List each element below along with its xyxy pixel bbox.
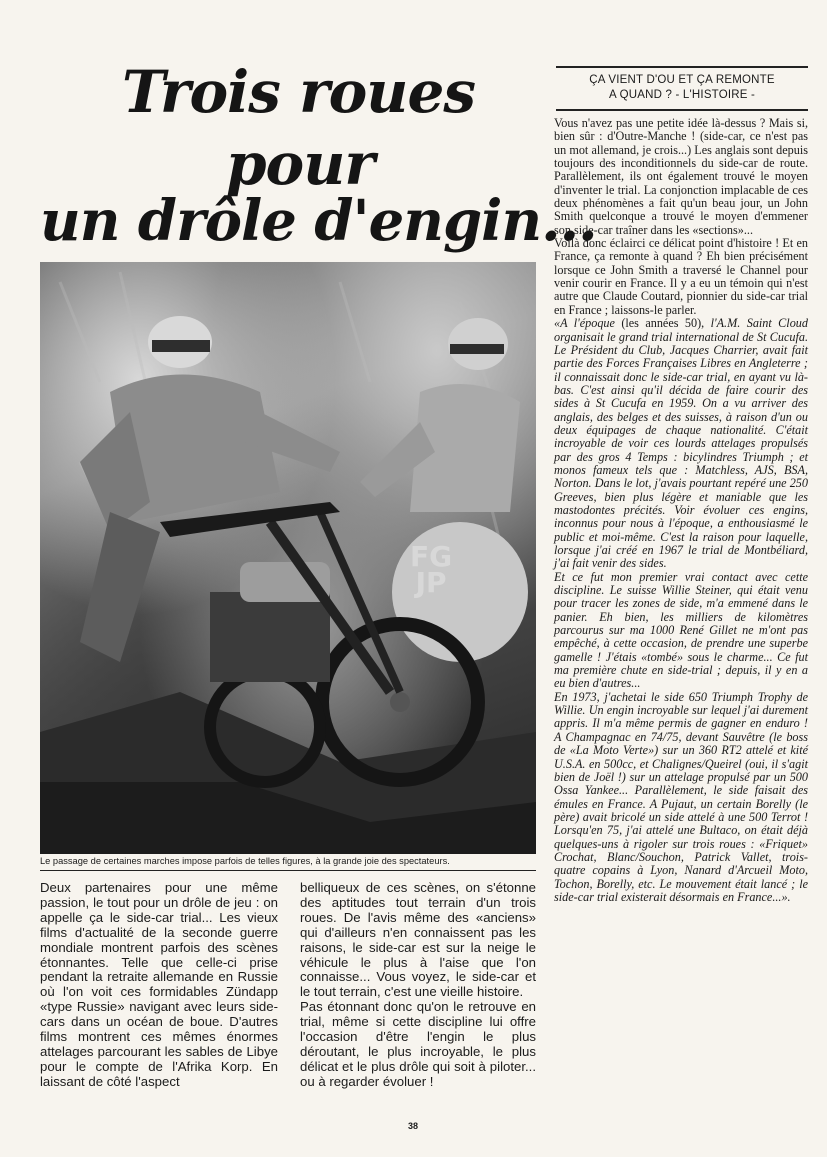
photo-watermark — [410, 540, 453, 599]
quote-parenthetical: (les années 50), — [614, 316, 711, 331]
right-column-paragraph-3 — [554, 317, 808, 571]
quote-body: l'A.M. Saint Cloud organisait le grand trial international de St Cucufa. Le Président du Club, Jacques Charrier, avait fait partie des Forces Françaises Libres en Angleterre ; il connaissait donc le side-car trial, en ayant vu là-bas. C'est ainsi qu'il décida de faire courir des sides à St Cucufa en 1959. On a vu arriver des anglais, des belges et des suisses, à raison d'un ou deux équipages de chaque nationalité. C'était incroyable de voir ces lourds attelages propulsés par des gros 4 Temps : bicylindres Triumph ; et monos fameux tels que : Matchless, AJS, BSA, Norton. Dans le lot, j'avais pourtant repéré une 250 Greeves, bien plus légère et maniable que les mastodontes précités. Voir évoluer ces engins, inconnus pour nous à l'époque, a enthousiasmé le public et moi-même. C'est la raison pour laquelle, lorsque j'ai créé en 1967 le trial de Montbéliard, j'ai fait venir des sides. — [554, 316, 808, 571]
sidebar-heading — [556, 66, 808, 111]
quote-open: «A l'époque — [554, 316, 615, 331]
middle-column-paragraph-1: belliqueux de ces scènes, on s'étonne des aptitudes tout terrain d'un trois roues. De l'avis même des «anciens» qui d'ailleurs n'en connaissent pas les raisons, le side-car est sur la neige le véhicule le plus à l'aise que l'on connaisse... Vous voyez, le side-car et le tout terrain, c'est une vieille histoire. — [300, 880, 536, 1000]
right-column-paragraph-2: Voilà donc éclairci ce délicat point d'histoire ! Et en France, ça remonte à quand ? Eh bien précisément lorsque ce John Smith a traversé le Channel pour venir courir en France. Il y a eu un témoin qui n'est autre que Claude Coutard, pionnier du side-car trial en France ; laissons-le parler. — [554, 236, 808, 317]
middle-column-paragraph-2: Pas étonnant donc qu'on le retrouve en trial, même si cette discipline lui offre l'occasion d'être l'engin le plus déroutant, le plus incroyable, le plus délicat et le plus drôle qui soit à piloter... ou à regarder évoluer ! — [300, 999, 536, 1089]
right-column-paragraph-5: En 1973, j'achetai le side 650 Triumph Trophy de Willie. Un engin incroyable sur lequel j'ai durement appris. Il m'a même permis de gagner en enduro ! A Champagnac en 74/75, devant Sauvêtre (le boss de «La Moto Verte») sur un 360 RT2 attelé et kité U.S.A. en 500cc, et Chalignes/Queirel (oui, il s'agit bien de Joël !) sur un attelage propulsé par un 500 Ossa Yankee... Parallèlement, le side faisait des émules en France. A Pujaut, un certain Borelly (le père) avait bricolé un side attelé à une 500 Terrot ! Lorsqu'en 75, j'ai attelé une Bultaco, on était déjà quelques-uns à rigoler sur trois roues : «Friquet» Crochat, Blanc/Souchon, Patrick Vallet, trois-quatre copains à Lyon, Nanard d'Arcueil Moto, Tochon, Borelly, etc. Le mouvement était lancé ; le side-car trial existerait désormais en France...». — [554, 689, 808, 904]
photo-caption: Le passage de certaines marches impose parfois de telles figures, à la grande joie des spectateurs. — [40, 856, 536, 871]
sidecar-trial-photo — [40, 262, 536, 854]
sidebar-heading-line-1: ÇA VIENT D'OU ET ÇA REMONTE — [589, 74, 775, 86]
body-column-right — [554, 117, 808, 904]
right-column-paragraph-1: Vous n'avez pas une petite idée là-dessus ? Mais si, bien sûr : d'Outre-Manche ! (side-car, ce n'est pas un mot allemand, je crois...) Les anglais sont depuis toujours des inconditionnels du side-car de route. Parallèlement, ils ont également trouvé le moyen d'inventer le trial. La conjonction implacable de ces deux phénomènes a fait qu'un beau jour, un John Smith quelconque a trouvé le moyen d'emmener son side-car traîner dans les «sections»... — [554, 116, 808, 237]
body-column-left — [40, 881, 278, 1090]
watermark-line-2: JP — [415, 566, 447, 599]
headline-line-3: un drôle d'engin... — [40, 188, 597, 254]
page-number: 38 — [408, 1121, 419, 1131]
right-column-paragraph-4: Et ce fut mon premier vrai contact avec cette discipline. Le suisse Willie Steiner, qui était venu pour tracer les zones de side, m'a emmené dans le panier. Eh bien, les milliers de kilomètres parcourus sur ma 1000 René Gillet ne m'ont pas empêché, à cette occasion, de prendre une superbe gamelle ! J'étais «tombé» sous le charme... Ce fut ma première chute en side-trial ; depuis, il y en a eu bien d'autres... — [554, 569, 808, 691]
watermark-line-1: FG — [410, 540, 453, 573]
body-column-middle — [300, 881, 536, 1090]
photo-illustration — [40, 262, 536, 854]
left-column-text: Deux partenaires pour une même passion, le tout pour un drôle de jeu : on appelle ça le side-car trial... Les vieux films d'actualité de la seconde guerre mondiale montrent parfois des scènes étonnantes. Telle que celle-ci prise pendant la retraite allemande en Russie où l'on voit ces formidables Zündapp «type Russie» navigant avec leurs side-cars dans un océan de boue. D'autres films montrent ces mêmes énormes attelages parcourant les sables de Libye pour le compte de l'Afrika Korp. En laissant de côté l'aspect — [40, 880, 278, 1089]
sidebar-heading-line-2: A QUAND ? - L'HISTOIRE - — [608, 89, 756, 101]
headline-line-2: pour — [226, 130, 374, 198]
headline-line-1: Trois roues — [122, 58, 476, 126]
